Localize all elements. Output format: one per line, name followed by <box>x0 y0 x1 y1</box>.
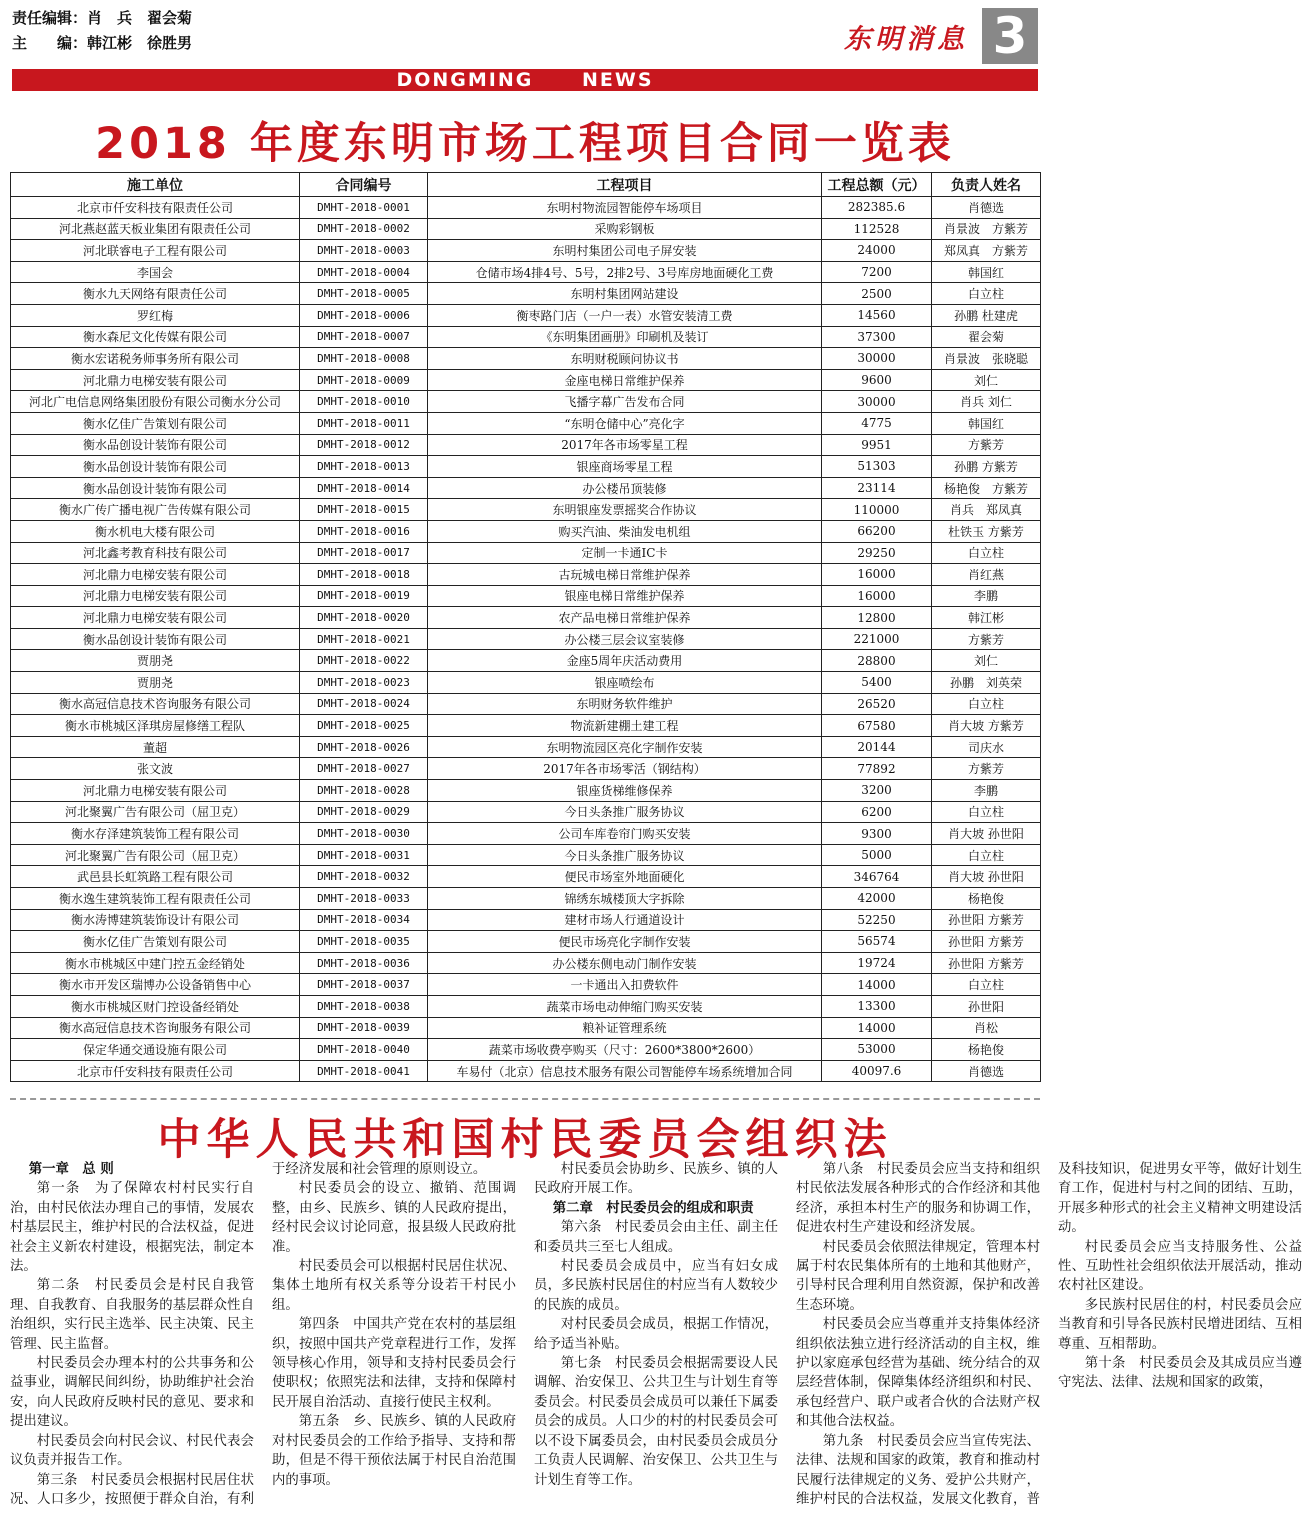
cell-manager: 肖兵 郑凤真 <box>932 499 1041 521</box>
cell-contractor: 衡水品创设计装饰有限公司 <box>11 456 300 478</box>
table-row <box>11 369 1041 391</box>
cell-amount: 5400 <box>822 672 932 694</box>
cell-manager: 杨艳俊 <box>932 888 1041 910</box>
cell-amount: 20144 <box>822 736 932 758</box>
table-row <box>11 564 1041 586</box>
table-row <box>11 866 1041 888</box>
cell-manager: 肖景波 张晓聪 <box>932 348 1041 370</box>
cell-contract-no: DMHT-2018-0040 <box>300 1039 428 1061</box>
cell-amount: 66200 <box>822 520 932 542</box>
table-title: 2018 年度东明市场工程项目合同一览表 <box>95 119 955 169</box>
cell-amount: 2500 <box>822 283 932 305</box>
cell-manager: 孙世阳 方紫芳 <box>932 909 1041 931</box>
cell-contract-no: DMHT-2018-0038 <box>300 995 428 1017</box>
cell-contract-no: DMHT-2018-0015 <box>300 499 428 521</box>
cell-contractor: 衡水宏诺税务师事务所有限公司 <box>11 348 300 370</box>
cell-contractor: 衡水森尼文化传媒有限公司 <box>11 326 300 348</box>
article-paragraph: 第八条 村民委员会应当支持和组织村民依法发展各种形式的合作经济和其他经济，承担本村生产的服务和协调工作，促进农村生产建设和经济发展。 <box>796 1162 1040 1236</box>
cell-amount: 53000 <box>822 1039 932 1061</box>
cell-amount: 51303 <box>822 456 932 478</box>
table-row <box>11 520 1041 542</box>
table-row <box>11 888 1041 910</box>
cell-project: 仓储市场4排4号、5号，2排2号、3号库房地面硬化工费 <box>428 261 822 283</box>
editor-label: 责任编辑： <box>12 9 88 27</box>
cell-amount: 30000 <box>822 348 932 370</box>
cell-contractor: 河北鼎力电梯安装有限公司 <box>11 585 300 607</box>
table-row <box>11 628 1041 650</box>
cell-project: 东明物流园区亮化字制作安装 <box>428 736 822 758</box>
cell-contract-no: DMHT-2018-0017 <box>300 542 428 564</box>
article-paragraph: 第九条 村民委员会应当宣传宪法、法律、法规和国家的政策，教育和推动村民履行法律规定的义务、爱护公共财产，维护村民的合法权益，发展文化教育，普及科技知识，促进男女平等，做好计划生育工作，促进村与村之间的团结、互助，开展多种形式的社会主义精神文明建设活动。 <box>796 1162 1302 1507</box>
cell-project: 锦绣东城楼顶大字拆除 <box>428 888 822 910</box>
cell-contract-no: DMHT-2018-0007 <box>300 326 428 348</box>
cell-contract-no: DMHT-2018-0037 <box>300 974 428 996</box>
cell-amount: 5000 <box>822 844 932 866</box>
cell-contractor: 保定华通交通设施有限公司 <box>11 1039 300 1061</box>
cell-project: 东明村物流园智能停车场项目 <box>428 197 822 219</box>
cell-amount: 4775 <box>822 412 932 434</box>
header-amount: 工程总额（元） <box>822 173 932 197</box>
table-row <box>11 715 1041 737</box>
cell-project: 车易付（北京）信息技术服务有限公司智能停车场系统增加合同 <box>428 1060 822 1082</box>
cell-manager: 白立柱 <box>932 974 1041 996</box>
cell-manager: 白立柱 <box>932 801 1041 823</box>
cell-contract-no: DMHT-2018-0010 <box>300 391 428 413</box>
cell-project: 办公楼吊顶装修 <box>428 477 822 499</box>
cell-amount: 13300 <box>822 995 932 1017</box>
cell-contract-no: DMHT-2018-0013 <box>300 456 428 478</box>
cell-contractor: 河北鼎力电梯安装有限公司 <box>11 564 300 586</box>
table-row <box>11 348 1041 370</box>
cell-contract-no: DMHT-2018-0028 <box>300 780 428 802</box>
chapter-heading: 第一章 总 则 <box>28 1162 114 1177</box>
cell-contract-no: DMHT-2018-0022 <box>300 650 428 672</box>
table-row <box>11 456 1041 478</box>
table-row <box>11 304 1041 326</box>
cell-project: 购买汽油、柴油发电机组 <box>428 520 822 542</box>
article-paragraph: 多民族村民居住的村，村民委员会应当教育和引导各民族村民增进团结、互相尊重、互相帮助。 <box>1058 1297 1302 1352</box>
cell-manager: 肖大坡 孙世阳 <box>932 866 1041 888</box>
cell-amount: 9951 <box>822 434 932 456</box>
cell-manager: 方紫芳 <box>932 628 1041 650</box>
cell-contract-no: DMHT-2018-0012 <box>300 434 428 456</box>
cell-contractor: 衡水品创设计装饰有限公司 <box>11 477 300 499</box>
cell-manager: 肖景波 方紫芳 <box>932 218 1041 240</box>
cell-project: 蔬菜市场电动伸缩门购买安装 <box>428 995 822 1017</box>
cell-contract-no: DMHT-2018-0021 <box>300 628 428 650</box>
cell-project: 今日头条推广服务协议 <box>428 801 822 823</box>
cell-amount: 67580 <box>822 715 932 737</box>
cell-amount: 3200 <box>822 780 932 802</box>
cell-amount: 14000 <box>822 974 932 996</box>
cell-manager: 孙鹏 方紫芳 <box>932 456 1041 478</box>
table-row <box>11 261 1041 283</box>
table-row <box>11 585 1041 607</box>
cell-amount: 9300 <box>822 823 932 845</box>
cell-contractor: 河北联睿电子工程有限公司 <box>11 240 300 262</box>
header-manager: 负责人姓名 <box>932 173 1041 197</box>
table-row <box>11 823 1041 845</box>
table-row <box>11 736 1041 758</box>
cell-amount: 6200 <box>822 801 932 823</box>
cell-contractor: 河北聚翼广告有限公司（屈卫克） <box>11 844 300 866</box>
cell-manager: 杨艳俊 <box>932 1039 1041 1061</box>
cell-contractor: 河北聚翼广告有限公司（屈卫克） <box>11 801 300 823</box>
cell-project: 采购彩钢板 <box>428 218 822 240</box>
cell-project: 银座电梯日常维护保养 <box>428 585 822 607</box>
cell-contract-no: DMHT-2018-0026 <box>300 736 428 758</box>
cell-project: 银座货梯维修保养 <box>428 780 822 802</box>
cell-manager: 方紫芳 <box>932 758 1041 780</box>
table-header-row <box>11 173 1041 197</box>
cell-contract-no: DMHT-2018-0030 <box>300 823 428 845</box>
cell-contractor: 衡水亿佳广告策划有限公司 <box>11 412 300 434</box>
editor-names: 肖 兵 翟会菊 <box>87 9 193 27</box>
cell-contract-no: DMHT-2018-0035 <box>300 931 428 953</box>
cell-project: 便民市场亮化字制作安装 <box>428 931 822 953</box>
table-row <box>11 995 1041 1017</box>
cell-project: 定制一卡通IC卡 <box>428 542 822 564</box>
cell-manager: 杜铁玉 方紫芳 <box>932 520 1041 542</box>
cell-contractor: 贾朋尧 <box>11 672 300 694</box>
cell-amount: 16000 <box>822 564 932 586</box>
cell-project: 建材市场人行通道设计 <box>428 909 822 931</box>
cell-contractor: 衡水广传广播电视广告传媒有限公司 <box>11 499 300 521</box>
cell-project: 飞播字幕广告发布合同 <box>428 391 822 413</box>
cell-project: 东明财务软件维护 <box>428 693 822 715</box>
section-divider <box>10 1098 1040 1100</box>
cell-contractor: 衡水九天网络有限责任公司 <box>11 283 300 305</box>
cell-contract-no: DMHT-2018-0001 <box>300 197 428 219</box>
cell-manager: 韩江彬 <box>932 607 1041 629</box>
table-row <box>11 672 1041 694</box>
chief-editor-line <box>12 31 192 56</box>
cell-project: 2017年各市场零活（钢结构） <box>428 758 822 780</box>
section-banner: DONGMING NEWS <box>12 69 1038 91</box>
table-row <box>11 758 1041 780</box>
table-row <box>11 931 1041 953</box>
cell-amount: 14560 <box>822 304 932 326</box>
cell-contractor: 北京市仟安科技有限责任公司 <box>11 1060 300 1082</box>
cell-project: 古玩城电梯日常维护保养 <box>428 564 822 586</box>
cell-contract-no: DMHT-2018-0039 <box>300 1017 428 1039</box>
cell-project: 银座喷绘布 <box>428 672 822 694</box>
cell-project: 衡枣路门店（一户一表）水管安装清工费 <box>428 304 822 326</box>
table-row <box>11 693 1041 715</box>
cell-project: 东明财税顾问协议书 <box>428 348 822 370</box>
table-row <box>11 477 1041 499</box>
cell-contract-no: DMHT-2018-0002 <box>300 218 428 240</box>
contract-table <box>10 172 1041 1082</box>
article-paragraph: 村民委员会可以根据村民居住状况、集体土地所有权关系等分设若干村民小组。 <box>272 1259 516 1313</box>
cell-amount: 7200 <box>822 261 932 283</box>
editor-credits <box>12 6 192 56</box>
chief-names: 韩江彬 徐胜男 <box>87 34 193 52</box>
article-paragraph: 第二条 村民委员会是村民自我管理、自我教育、自我服务的基层群众性自治组织，实行民主选举、民主决策、民主管理、民主监督。 <box>10 1278 254 1352</box>
table-row <box>11 780 1041 802</box>
cell-project: 粮补证管理系统 <box>428 1017 822 1039</box>
cell-manager: 白立柱 <box>932 844 1041 866</box>
cell-project: 蔬菜市场收费亭购买（尺寸：2600*3800*2600） <box>428 1039 822 1061</box>
cell-contractor: 衡水涛博建筑装饰设计有限公司 <box>11 909 300 931</box>
table-row <box>11 434 1041 456</box>
cell-manager: 肖大坡 孙世阳 <box>932 823 1041 845</box>
cell-project: 一卡通出入扣费软件 <box>428 974 822 996</box>
cell-manager: 肖大坡 方紫芳 <box>932 715 1041 737</box>
cell-contractor: 贾朋尧 <box>11 650 300 672</box>
cell-contract-no: DMHT-2018-0025 <box>300 715 428 737</box>
cell-contractor: 北京市仟安科技有限责任公司 <box>11 197 300 219</box>
table-row <box>11 1060 1041 1082</box>
table-row <box>11 909 1041 931</box>
cell-contractor: 河北鼎力电梯安装有限公司 <box>11 780 300 802</box>
article-paragraph: 村民委员会应当尊重并支持集体经济组织依法独立进行经济活动的自主权，维护以家庭承包经营为基础、统分结合的双层经营体制，保障集体经济组织和村民、承包经营户、联户或者合伙的合法财产权和其他合法权益。 <box>796 1317 1040 1430</box>
cell-manager: 孙世阳 方紫芳 <box>932 931 1041 953</box>
cell-amount: 29250 <box>822 542 932 564</box>
article-paragraph: 村民委员会向村民会议、村民代表会议负责并报告工作。 <box>10 1433 254 1469</box>
cell-contractor: 河北广电信息网络集团股份有限公司衡水分公司 <box>11 391 300 413</box>
table-row <box>11 218 1041 240</box>
chief-label: 主 编： <box>12 34 88 52</box>
table-row <box>11 240 1041 262</box>
table-row <box>11 607 1041 629</box>
cell-amount: 40097.6 <box>822 1060 932 1082</box>
cell-contract-no: DMHT-2018-0005 <box>300 283 428 305</box>
cell-manager: 刘仁 <box>932 650 1041 672</box>
cell-contractor: 衡水市开发区瑞博办公设备销售中心 <box>11 974 300 996</box>
cell-amount: 42000 <box>822 888 932 910</box>
cell-manager: 杨艳俊 方紫芳 <box>932 477 1041 499</box>
table-row <box>11 391 1041 413</box>
cell-contract-no: DMHT-2018-0020 <box>300 607 428 629</box>
table-row <box>11 499 1041 521</box>
cell-amount: 56574 <box>822 931 932 953</box>
table-row <box>11 1039 1041 1061</box>
cell-manager: 肖德选 <box>932 197 1041 219</box>
cell-amount: 30000 <box>822 391 932 413</box>
table-row <box>11 1017 1041 1039</box>
cell-contractor: 衡水品创设计装饰有限公司 <box>11 628 300 650</box>
cell-manager: 孙世阳 <box>932 995 1041 1017</box>
article-paragraph: 第四条 中国共产党在农村的基层组织，按照中国共产党章程进行工作，发挥领导核心作用，领导和支持村民委员会行使职权；依照宪法和法律，支持和保障村民开展自治活动、直接行使民主权利。 <box>272 1317 516 1410</box>
cell-contract-no: DMHT-2018-0029 <box>300 801 428 823</box>
cell-amount: 112528 <box>822 218 932 240</box>
header-contractor: 施工单位 <box>11 173 300 197</box>
table-row <box>11 412 1041 434</box>
cell-manager: 韩国红 <box>932 261 1041 283</box>
cell-project: 东明村集团网站建设 <box>428 283 822 305</box>
cell-manager: 韩国红 <box>932 412 1041 434</box>
table-row <box>11 650 1041 672</box>
chapter-heading: 第二章 村民委员会的组成和职责 <box>552 1200 754 1216</box>
cell-contract-no: DMHT-2018-0036 <box>300 952 428 974</box>
cell-contractor: 李国会 <box>11 261 300 283</box>
cell-amount: 221000 <box>822 628 932 650</box>
cell-contract-no: DMHT-2018-0019 <box>300 585 428 607</box>
cell-manager: 孙鹏 刘英荣 <box>932 672 1041 694</box>
cell-contract-no: DMHT-2018-0016 <box>300 520 428 542</box>
cell-project: 农产品电梯日常维护保养 <box>428 607 822 629</box>
page-number: 3 <box>982 8 1038 64</box>
cell-manager: 郑凤真 方紫芳 <box>932 240 1041 262</box>
cell-project: 东明银座发票摇奖合作协议 <box>428 499 822 521</box>
article-title: 中华人民共和国村民委员会组织法 <box>157 1115 893 1165</box>
cell-contract-no: DMHT-2018-0011 <box>300 412 428 434</box>
table-row <box>11 283 1041 305</box>
cell-manager: 肖兵 刘仁 <box>932 391 1041 413</box>
cell-contractor: 衡水亿佳广告策划有限公司 <box>11 931 300 953</box>
article-paragraph: 第五条 乡、民族乡、镇的人民政府对村民委员会的工作给予指导、支持和帮助，但是不得干预依法属于村民自治范围内的事项。 <box>272 1414 516 1488</box>
table-row <box>11 197 1041 219</box>
cell-amount: 24000 <box>822 240 932 262</box>
table-row <box>11 974 1041 996</box>
cell-manager: 翟会菊 <box>932 326 1041 348</box>
cell-project: 东明村集团公司电子屏安装 <box>428 240 822 262</box>
cell-contract-no: DMHT-2018-0004 <box>300 261 428 283</box>
cell-contract-no: DMHT-2018-0006 <box>300 304 428 326</box>
cell-manager: 李鹏 <box>932 585 1041 607</box>
cell-project: 银座商场零星工程 <box>428 456 822 478</box>
cell-contractor: 河北鑫考教育科技有限公司 <box>11 542 300 564</box>
cell-contractor: 董超 <box>11 736 300 758</box>
cell-manager: 孙鹏 杜建虎 <box>932 304 1041 326</box>
article-paragraph: 村民委员会应当支持服务性、公益性、互助性社会组织依法开展活动，推动农村社区建设。 <box>1058 1239 1302 1294</box>
cell-contractor: 河北鼎力电梯安装有限公司 <box>11 369 300 391</box>
cell-amount: 110000 <box>822 499 932 521</box>
cell-contract-no: DMHT-2018-0041 <box>300 1060 428 1082</box>
cell-amount: 9600 <box>822 369 932 391</box>
article-paragraph: 村民委员会办理本村的公共事务和公益事业，调解民间纠纷，协助维护社会治安，向人民政府反映村民的意见、要求和提出建议。 <box>10 1356 254 1430</box>
cell-contract-no: DMHT-2018-0018 <box>300 564 428 586</box>
cell-contract-no: DMHT-2018-0008 <box>300 348 428 370</box>
cell-manager: 刘仁 <box>932 369 1041 391</box>
cell-contract-no: DMHT-2018-0032 <box>300 866 428 888</box>
cell-project: 办公楼东侧电动门制作安装 <box>428 952 822 974</box>
cell-manager: 司庆水 <box>932 736 1041 758</box>
cell-contract-no: DMHT-2018-0033 <box>300 888 428 910</box>
cell-manager: 李鹏 <box>932 780 1041 802</box>
cell-amount: 16000 <box>822 585 932 607</box>
cell-contractor: 衡水市桃城区泽琪房屋修缮工程队 <box>11 715 300 737</box>
cell-contractor: 河北鼎力电梯安装有限公司 <box>11 607 300 629</box>
cell-project: 金座5周年庆活动费用 <box>428 650 822 672</box>
cell-contractor: 张文波 <box>11 758 300 780</box>
table-row <box>11 844 1041 866</box>
cell-project: 公司车库卷帘门购买安装 <box>428 823 822 845</box>
cell-manager: 方紫芳 <box>932 434 1041 456</box>
cell-manager: 孙世阳 方紫芳 <box>932 952 1041 974</box>
article-paragraph: 第六条 村民委员会由主任、副主任和委员共三至七人组成。 <box>534 1220 778 1255</box>
cell-project: 便民市场室外地面硬化 <box>428 866 822 888</box>
cell-project: 《东明集团画册》印刷机及装订 <box>428 326 822 348</box>
cell-contractor: 衡水存泽建筑装饰工程有限公司 <box>11 823 300 845</box>
cell-amount: 37300 <box>822 326 932 348</box>
article-paragraph: 村民委员会协助乡、民族乡、镇的人民政府开展工作。 <box>534 1162 778 1197</box>
cell-contractor: 河北燕赵蓝天板业集团有限责任公司 <box>11 218 300 240</box>
table-row <box>11 326 1041 348</box>
cell-amount: 346764 <box>822 866 932 888</box>
article-paragraph: 村民委员会成员中，应当有妇女成员，多民族村民居住的村应当有人数较少的民族的成员。 <box>534 1259 778 1313</box>
cell-contract-no: DMHT-2018-0027 <box>300 758 428 780</box>
cell-contract-no: DMHT-2018-0031 <box>300 844 428 866</box>
header-contract-no: 合同编号 <box>300 173 428 197</box>
article-paragraph: 第七条 村民委员会根据需要设人民调解、治安保卫、公共卫生与计划生育等委员会。村民委员会成员可以兼任下属委员会的成员。人口少的村的村民委员会可以不设下属委员会，由村民委员会成员分工负责人民调解、治安保卫、公共卫生与计划生育等工作。 <box>534 1356 778 1488</box>
cell-project: 今日头条推广服务协议 <box>428 844 822 866</box>
cell-manager: 白立柱 <box>932 693 1041 715</box>
article-paragraph: 村民委员会依照法律规定，管理本村属于村农民集体所有的土地和其他财产，引导村民合理利用自然资源，保护和改善生态环境。 <box>796 1239 1040 1313</box>
cell-contractor: 衡水市桃城区中建门控五金经销处 <box>11 952 300 974</box>
table-row <box>11 542 1041 564</box>
article-paragraph: 第一条 为了保障农村村民实行自治，由村民依法办理自己的事情，发展农村基层民主，维护村民的合法权益，促进社会主义新农村建设，根据宪法，制定本法。 <box>10 1181 254 1275</box>
cell-amount: 52250 <box>822 909 932 931</box>
header-project: 工程项目 <box>428 173 822 197</box>
cell-contract-no: DMHT-2018-0014 <box>300 477 428 499</box>
cell-project: 2017年各市场零星工程 <box>428 434 822 456</box>
cell-amount: 26520 <box>822 693 932 715</box>
cell-contractor: 衡水市桃城区财门控设备经销处 <box>11 995 300 1017</box>
article-paragraph: 第十条 村民委员会及其成员应当遵守宪法、法律、法规和国家的政策， <box>1058 1356 1302 1391</box>
cell-manager: 白立柱 <box>932 542 1041 564</box>
cell-amount: 77892 <box>822 758 932 780</box>
cell-manager: 肖德选 <box>932 1060 1041 1082</box>
cell-amount: 28800 <box>822 650 932 672</box>
cell-manager: 肖红燕 <box>932 564 1041 586</box>
cell-contract-no: DMHT-2018-0023 <box>300 672 428 694</box>
cell-project: 金座电梯日常维护保养 <box>428 369 822 391</box>
article-body <box>10 1160 1302 1528</box>
cell-contractor: 衡水高冠信息技术咨询服务有限公司 <box>11 1017 300 1039</box>
cell-project: 办公楼三层会议室装修 <box>428 628 822 650</box>
article-paragraph: 村民委员会的设立、撤销、范围调整，由乡、民族乡、镇的人民政府提出，经村民会议讨论同意，报县级人民政府批准。 <box>272 1181 516 1255</box>
cell-contractor: 衡水机电大楼有限公司 <box>11 520 300 542</box>
cell-contractor: 武邑县长虹筑路工程有限公司 <box>11 866 300 888</box>
article-paragraph: 第三条 村民委员会根据村民居住状况、人口多少，按照便于群众自治，有利于经济发展和社会管理的原则设立。 <box>10 1162 487 1507</box>
cell-amount: 23114 <box>822 477 932 499</box>
cell-amount: 19724 <box>822 952 932 974</box>
table-row <box>11 801 1041 823</box>
table-row <box>11 952 1041 974</box>
cell-contractor: 罗红梅 <box>11 304 300 326</box>
cell-contract-no: DMHT-2018-0024 <box>300 693 428 715</box>
cell-contract-no: DMHT-2018-0034 <box>300 909 428 931</box>
cell-contract-no: DMHT-2018-0009 <box>300 369 428 391</box>
cell-manager: 白立柱 <box>932 283 1041 305</box>
cell-amount: 282385.6 <box>822 197 932 219</box>
cell-amount: 12800 <box>822 607 932 629</box>
cell-contractor: 衡水品创设计装饰有限公司 <box>11 434 300 456</box>
cell-contractor: 衡水逸生建筑装饰工程有限责任公司 <box>11 888 300 910</box>
newspaper-name: 东明消息 <box>844 23 968 55</box>
cell-project: “东明仓储中心”亮化字 <box>428 412 822 434</box>
article-paragraph: 对村民委员会成员，根据工作情况，给予适当补贴。 <box>534 1317 778 1352</box>
cell-manager: 肖松 <box>932 1017 1041 1039</box>
editor-line <box>12 6 192 31</box>
cell-contract-no: DMHT-2018-0003 <box>300 240 428 262</box>
cell-project: 物流新建棚土建工程 <box>428 715 822 737</box>
cell-contractor: 衡水高冠信息技术咨询服务有限公司 <box>11 693 300 715</box>
cell-amount: 14000 <box>822 1017 932 1039</box>
masthead <box>844 8 1038 64</box>
